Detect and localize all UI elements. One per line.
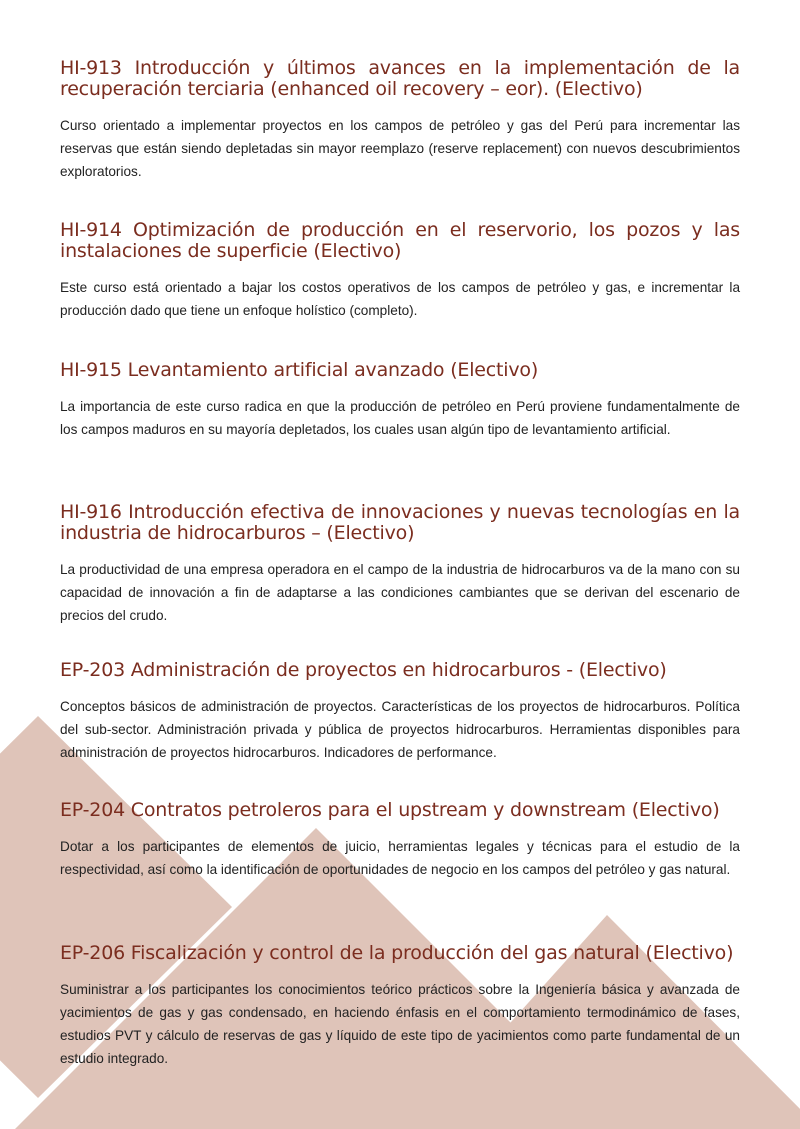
course-description: La importancia de este curso radica en que la producción de petróleo en Perú proviene fundamentalmente de los campos maduros en su mayoría depletados, los cuales usan algún tipo de levantamiento artificial. bbox=[60, 399, 740, 437]
course-description: La productividad de una empresa operadora en el campo de la industria de hidrocarburos va de la mano con su capacidad de innovación a fin de adaptarse a las condiciones cambiantes que se derivan del escenario de precios del crudo. bbox=[60, 562, 740, 623]
course-section bbox=[60, 360, 740, 441]
course-section bbox=[60, 502, 740, 627]
course-description: Curso orientado a implementar proyectos en los campos de petróleo y gas del Perú para incrementar las reservas que están siendo depletadas sin mayor reemplazo (reserve replacement) con nuevos descubrimientos exploratorios. bbox=[60, 118, 740, 179]
course-title: EP-204 Contratos petroleros para el upstream y downstream (Electivo) bbox=[60, 799, 720, 821]
course-title: EP-203 Administración de proyectos en hidrocarburos - (Electivo) bbox=[60, 659, 667, 681]
course-section bbox=[60, 58, 740, 183]
course-description: Dotar a los participantes de elementos de juicio, herramientas legales y técnicas para el estudio de la respectividad, así como la identificación de oportunidades de negocio en los campos del petróleo y gas natural. bbox=[60, 839, 740, 877]
course-description: Este curso está orientado a bajar los costos operativos de los campos de petróleo y gas, e incrementar la producción dado que tiene un enfoque holístico (completo). bbox=[60, 280, 740, 318]
course-title: HI-913 Introducción y últimos avances en la implementación de la recuperación terciaria (enhanced oil recovery – eor). (Electivo) bbox=[60, 57, 740, 100]
course-title: HI-915 Levantamiento artificial avanzado (Electivo) bbox=[60, 359, 539, 381]
course-description: Suministrar a los participantes los conocimientos teórico prácticos sobre la Ingeniería básica y avanzada de yacimientos de gas y gas condensado, en haciendo énfasis en el comportamiento termodinámico de fases, estudios PVT y cálculo de reservas de gas y líquido de este tipo de yacimientos como parte fundamental de un estudio integrado. bbox=[60, 982, 740, 1066]
course-section bbox=[60, 943, 740, 1070]
course-section bbox=[60, 660, 740, 764]
course-title: HI-916 Introducción efectiva de innovaciones y nuevas tecnologías en la industria de hidrocarburos – (Electivo) bbox=[60, 501, 740, 544]
course-title: HI-914 Optimización de producción en el reservorio, los pozos y las instalaciones de superficie (Electivo) bbox=[60, 219, 740, 262]
course-section bbox=[60, 800, 740, 881]
course-section bbox=[60, 220, 740, 322]
course-description: Conceptos básicos de administración de proyectos. Características de los proyectos de hidrocarburos. Política del sub-sector. Administración privada y pública de proyectos hidrocarburos. Herramientas disponibles para administración de proyectos hidrocarburos. Indicadores de performance. bbox=[60, 699, 740, 760]
course-title: EP-206 Fiscalización y control de la producción del gas natural (Electivo) bbox=[60, 942, 734, 964]
